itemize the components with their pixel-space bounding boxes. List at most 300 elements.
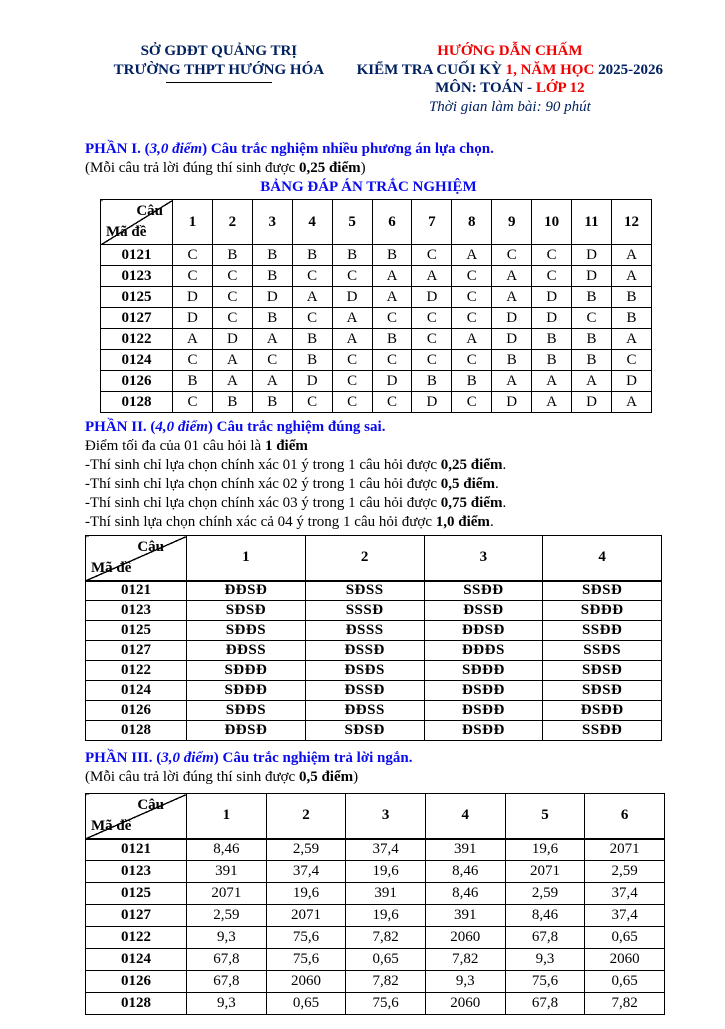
exam-code-cell: 0121 [86,581,187,601]
answer-cell: D [572,266,612,287]
exam-code-cell: 0127 [86,641,187,661]
part1-heading-prefix: PHẦN I. ( [85,141,150,157]
part2-heading-suffix: ) Câu trắc nghiệm đúng sai. [207,419,386,435]
grade-text: LỚP 12 [535,80,585,96]
answer-cell: 8,46 [187,839,267,861]
part1-note [85,159,667,178]
answer-cell: SĐĐS [187,621,306,641]
answer-cell: C [173,392,213,413]
answer-cell: B [572,287,612,308]
corner-label-question: Câu [136,203,163,219]
question-number-header: 4 [425,794,505,839]
part2-rule-2-end: . [494,476,499,492]
exam-code-cell: 0126 [86,701,187,721]
answer-cell: 2060 [585,949,665,971]
answer-cell: 19,6 [346,861,426,883]
answer-cell: B [532,350,572,371]
answer-cell: 67,8 [505,993,585,1015]
answer-cell: D [372,371,412,392]
answer-row [86,581,662,601]
answer-cell: B [212,245,252,266]
answer-row [101,308,652,329]
answer-row [86,883,665,905]
answer-cell: ĐSĐĐ [424,701,543,721]
answer-cell: C [452,287,492,308]
answer-row [86,641,662,661]
exam-code-cell: 0124 [101,350,173,371]
answer-cell: C [532,245,572,266]
answer-row [86,681,662,701]
answer-cell: ĐSĐĐ [543,701,662,721]
question-number-header: 1 [173,200,213,245]
question-number-header: 6 [585,794,665,839]
answer-cell: SSĐĐ [543,621,662,641]
answer-cell: ĐĐSS [305,701,424,721]
answer-cell: SĐSĐ [187,601,306,621]
part3-heading-prefix: PHẦN III. ( [85,750,162,766]
answer-row [86,601,662,621]
answer-cell: 2,59 [585,861,665,883]
answer-cell: A [492,371,532,392]
corner-label-exam-code: Mã đề [106,224,147,240]
answer-row [86,721,662,741]
answer-cell: A [611,392,651,413]
part2-rule-1-text: -Thí sinh chỉ lựa chọn chính xác 01 ý trong 1 câu hỏi được [85,457,441,473]
short-answer-table [85,793,665,1015]
part2-points: 4,0 điểm [155,419,208,435]
exam-code-cell: 0121 [101,245,173,266]
part2-heading [85,418,667,437]
duration-line: Thời gian làm bài: 90 phút [428,98,591,115]
answer-cell: SSĐS [543,641,662,661]
answer-cell: C [572,308,612,329]
answer-cell: A [292,287,332,308]
answer-cell: A [532,371,572,392]
answer-cell: B [611,287,651,308]
answer-cell: B [532,329,572,350]
part1-heading-suffix: ) Câu trắc nghiệm nhiều phương án lựa chọn. [202,141,494,157]
header-underline [166,82,272,83]
corner-label-exam-code: Mã đề [91,559,132,576]
part2-rule-1-end: . [502,457,507,473]
answer-cell: D [611,371,651,392]
answer-row [101,245,652,266]
answer-cell: A [452,245,492,266]
answer-cell: 75,6 [266,949,346,971]
answer-cell: C [292,392,332,413]
subject-line [353,79,667,98]
answer-cell: C [252,350,292,371]
answer-row [101,287,652,308]
answer-row [86,927,665,949]
answer-cell: B [572,350,612,371]
part1-heading [85,140,667,159]
answer-cell: B [212,392,252,413]
answer-cell: ĐSSĐ [424,601,543,621]
answer-cell: 9,3 [505,949,585,971]
answer-cell: A [252,371,292,392]
answer-cell: C [332,392,372,413]
table-header-row [86,794,665,839]
answer-cell: C [492,245,532,266]
answer-cell: 9,3 [187,927,267,949]
answer-cell: C [452,350,492,371]
answer-cell: B [252,266,292,287]
answer-cell: 75,6 [266,927,346,949]
answer-cell: C [372,392,412,413]
answer-cell: 0,65 [585,971,665,993]
answer-row [86,839,665,861]
answer-cell: C [372,308,412,329]
answer-cell: ĐSSĐ [305,641,424,661]
question-number-header: 2 [212,200,252,245]
true-false-answer-table [85,535,662,741]
part2-max-score-text: Điểm tối đa của 01 câu hỏi là [85,438,265,454]
answer-cell: 7,82 [346,927,426,949]
exam-code-cell: 0128 [86,721,187,741]
answer-row [101,266,652,287]
document-title-text: HƯỚNG DẪN CHẤM [437,43,583,59]
answer-cell: A [611,266,651,287]
answer-cell: C [332,371,372,392]
answer-table-title: BẢNG ĐÁP ÁN TRẮC NGHIỆM [260,179,477,195]
answer-cell: D [412,287,452,308]
answer-cell: D [492,392,532,413]
answer-cell: 2,59 [266,839,346,861]
question-number-header: 3 [346,794,426,839]
answer-cell: C [212,287,252,308]
answer-cell: 2071 [187,883,267,905]
answer-cell: ĐĐSĐ [187,581,306,601]
answer-cell: B [252,308,292,329]
answer-cell: D [492,329,532,350]
answer-cell: 7,82 [346,971,426,993]
answer-row [86,861,665,883]
answer-cell: D [252,287,292,308]
answer-cell: A [412,266,452,287]
answer-cell: 0,65 [585,927,665,949]
part2-rule-4 [85,513,667,532]
corner-cell [86,536,187,581]
question-number-header: 2 [305,536,424,581]
corner-label-exam-code: Mã đề [91,817,132,834]
answer-cell: D [572,245,612,266]
answer-cell: A [611,329,651,350]
answer-cell: 67,8 [505,927,585,949]
answer-cell: 67,8 [187,971,267,993]
answer-cell: D [292,371,332,392]
question-number-header: 7 [412,200,452,245]
answer-cell: B [572,329,612,350]
part2-rule-2-text: -Thí sinh chỉ lựa chọn chính xác 02 ý trong 1 câu hỏi được [85,476,441,492]
answer-row [101,371,652,392]
exam-code-cell: 0126 [86,971,187,993]
answer-cell: 2060 [266,971,346,993]
answer-cell: D [532,308,572,329]
corner-label-question: Câu [137,539,164,555]
semester-text: 1, NĂM HỌC [505,61,599,78]
answer-cell: D [532,287,572,308]
answer-cell: 391 [346,883,426,905]
answer-row [86,905,665,927]
exam-name-text: KIỂM TRA CUỐI KỲ [356,61,506,78]
answer-cell: 7,82 [585,993,665,1015]
question-number-header: 12 [611,200,651,245]
exam-code-cell: 0124 [86,681,187,701]
exam-code-cell: 0125 [86,621,187,641]
answer-cell: SĐĐĐ [543,601,662,621]
answer-row [101,350,652,371]
answer-cell: C [412,329,452,350]
question-number-header: 11 [572,200,612,245]
answer-cell: D [492,308,532,329]
question-number-header: 10 [532,200,572,245]
answer-cell: 2,59 [505,883,585,905]
answer-cell: B [332,245,372,266]
answer-cell: C [332,266,372,287]
part2-rule-2 [85,475,667,494]
corner-cell [101,200,173,245]
exam-code-cell: 0125 [86,883,187,905]
answer-cell: SĐSĐ [543,581,662,601]
answer-cell: SĐĐĐ [424,661,543,681]
question-number-header: 4 [292,200,332,245]
exam-code-cell: 0126 [101,371,173,392]
question-number-header: 2 [266,794,346,839]
answer-row [86,949,665,971]
answer-cell: 391 [425,905,505,927]
exam-code-cell: 0123 [86,601,187,621]
answer-cell: 2071 [505,861,585,883]
question-number-header: 5 [505,794,585,839]
answer-cell: C [212,266,252,287]
part2-max-score-note [85,437,667,456]
answer-cell: A [332,308,372,329]
answer-cell: C [452,392,492,413]
exam-code-cell: 0121 [86,839,187,861]
corner-cell [86,794,187,839]
answer-cell: C [611,350,651,371]
part2-rule-3-text: -Thí sinh chỉ lựa chọn chính xác 03 ý trong 1 câu hỏi được [85,495,441,511]
question-number-header: 3 [252,200,292,245]
answer-cell: SĐSS [305,581,424,601]
answer-cell: C [452,308,492,329]
answer-cell: D [173,308,213,329]
answer-cell: 7,82 [425,949,505,971]
answer-cell: A [572,371,612,392]
part2-rule-1-points: 0,25 điểm [440,457,503,473]
answer-cell: B [173,371,213,392]
answer-cell: 9,3 [425,971,505,993]
answer-cell: A [611,245,651,266]
answer-cell: B [292,329,332,350]
answer-cell: SĐĐS [187,701,306,721]
exam-header-block [353,42,667,116]
answer-cell: 2,59 [187,905,267,927]
exam-code-cell: 0127 [101,308,173,329]
answer-cell: B [292,245,332,266]
part1-note-close: ) [360,160,366,176]
answer-cell: 75,6 [505,971,585,993]
answer-cell: ĐSĐS [305,661,424,681]
exam-code-cell: 0122 [86,927,187,949]
answer-cell: 19,6 [346,905,426,927]
part3-note-points: 0,5 điểm [298,769,354,785]
answer-cell: SĐSĐ [543,681,662,701]
answer-cell: C [412,245,452,266]
part2-rule-4-text: -Thí sinh lựa chọn chính xác cả 04 ý trong 1 câu hỏi được [85,514,436,530]
part2-rule-4-end: . [489,514,494,530]
answer-cell: 75,6 [346,993,426,1015]
part2-rule-3 [85,494,667,513]
part2-rule-3-end: . [502,495,507,511]
part2-max-score-points: 1 điểm [264,438,308,454]
school-name: TRƯỜNG THPT HƯỚNG HÓA [113,61,325,78]
part3-heading [85,749,667,768]
answer-row [101,329,652,350]
part2-rule-4-points: 1,0 điểm [435,514,490,530]
question-number-header: 1 [187,536,306,581]
answer-cell: A [372,266,412,287]
answer-cell: ĐĐSĐ [187,721,306,741]
answer-cell: 9,3 [187,993,267,1015]
answer-cell: 8,46 [425,883,505,905]
answer-cell: B [452,371,492,392]
exam-code-cell: 0122 [101,329,173,350]
part3-note [85,768,667,787]
table-header-row [101,200,652,245]
answer-cell: C [173,266,213,287]
answer-cell: C [173,350,213,371]
answer-cell: A [492,287,532,308]
answer-cell: 67,8 [187,949,267,971]
answer-cell: B [252,245,292,266]
answer-cell: ĐSSS [305,621,424,641]
answer-cell: C [173,245,213,266]
answer-cell: 2060 [425,927,505,949]
answer-cell: 0,65 [266,993,346,1015]
answer-cell: B [412,371,452,392]
answer-cell: B [372,245,412,266]
answer-cell: A [212,371,252,392]
answer-cell: 0,65 [346,949,426,971]
exam-code-cell: 0124 [86,949,187,971]
department-name: SỞ GDĐT QUẢNG TRỊ [140,43,298,59]
answer-cell: 2071 [266,905,346,927]
answer-cell: D [212,329,252,350]
answer-cell: C [372,350,412,371]
answer-row [86,993,665,1015]
question-number-header: 4 [543,536,662,581]
answer-cell: B [292,350,332,371]
answer-cell: D [173,287,213,308]
answer-cell: B [492,350,532,371]
answer-cell: 391 [425,839,505,861]
answer-cell: 8,46 [505,905,585,927]
school-header-block [85,42,353,83]
answer-cell: A [332,329,372,350]
answer-cell: C [292,308,332,329]
part3-note-text: (Mỗi câu trả lời đúng thí sinh được [85,769,299,785]
exam-code-cell: 0123 [86,861,187,883]
answer-cell: SSĐĐ [543,721,662,741]
part2-rule-3-points: 0,75 điểm [440,495,503,511]
answer-row [86,701,662,721]
answer-cell: 19,6 [266,883,346,905]
answer-cell: A [173,329,213,350]
answer-cell: 37,4 [346,839,426,861]
part2-rule-2-points: 0,5 điểm [440,476,495,492]
question-number-header: 1 [187,794,267,839]
question-number-header: 5 [332,200,372,245]
answer-cell: C [212,308,252,329]
part2-rule-1 [85,456,667,475]
answer-cell: A [372,287,412,308]
answer-cell: 19,6 [505,839,585,861]
part1-note-text: (Mỗi câu trả lời đúng thí sinh được [85,160,299,176]
answer-cell: SĐĐĐ [187,681,306,701]
answer-row [86,661,662,681]
subject-text: MÔN: TOÁN - [435,80,536,96]
answer-cell: ĐSSĐ [305,681,424,701]
exam-code-cell: 0127 [86,905,187,927]
answer-cell: A [212,350,252,371]
answer-cell: SĐĐĐ [187,661,306,681]
answer-cell: ĐSĐĐ [424,721,543,741]
question-number-header: 6 [372,200,412,245]
answer-cell: ĐSĐĐ [424,681,543,701]
answer-cell: C [452,266,492,287]
document-title [353,42,667,61]
answer-cell: C [412,350,452,371]
answer-row [86,621,662,641]
answer-cell: SĐSĐ [305,721,424,741]
exam-session-line [353,61,667,80]
exam-code-cell: 0122 [86,661,187,681]
answer-cell: ĐĐSĐ [424,621,543,641]
part3-points: 3,0 điểm [161,750,214,766]
answer-cell: A [492,266,532,287]
answer-cell: ĐĐSS [187,641,306,661]
answer-row [101,392,652,413]
answer-cell: D [412,392,452,413]
answer-cell: D [332,287,372,308]
answer-cell: A [452,329,492,350]
answer-cell: C [332,350,372,371]
answer-cell: 391 [187,861,267,883]
answer-cell: SSĐĐ [424,581,543,601]
answer-cell: B [611,308,651,329]
answer-row [86,971,665,993]
part1-points: 3,0 điểm [149,141,203,157]
school-year-text: 2025-2026 [598,61,664,78]
part2-heading-prefix: PHẦN II. ( [85,419,156,435]
exam-code-cell: 0125 [101,287,173,308]
answer-cell: C [412,308,452,329]
answer-cell: B [252,392,292,413]
answer-cell: B [372,329,412,350]
answer-cell: C [292,266,332,287]
exam-code-cell: 0128 [86,993,187,1015]
question-number-header: 9 [492,200,532,245]
answer-cell: ĐĐĐS [424,641,543,661]
corner-label-question: Câu [137,797,164,813]
multiple-choice-answer-table [100,199,652,413]
answer-cell: 37,4 [585,905,665,927]
exam-code-cell: 0123 [101,266,173,287]
answer-cell: 2071 [585,839,665,861]
document-header [85,42,667,116]
